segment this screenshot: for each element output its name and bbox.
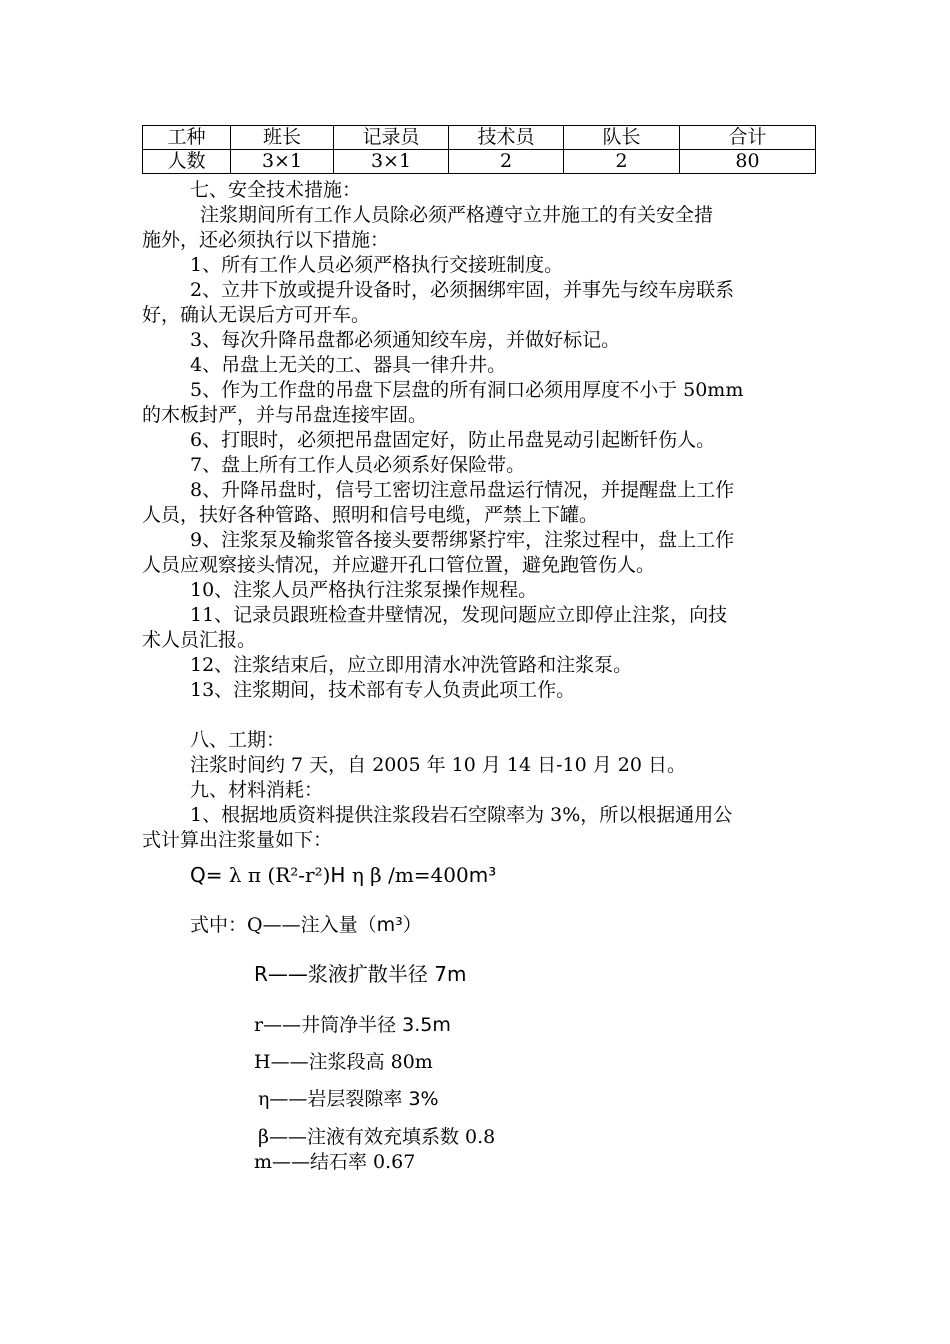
staffing-table [142,125,816,174]
list-item-continuation: 术人员汇报。 [142,629,257,651]
formula-part: H [330,863,346,887]
table-cell: 人数 [143,150,231,174]
list-item-continuation: 人员，扶好各种管路、照明和信号电缆，严禁上下罐。 [142,504,599,526]
list-item: 3、每次升降吊盘都必须通知绞车房，并做好标记。 [190,329,621,351]
list-item-continuation: 人员应观察接头情况，并应避开孔口管位置，避免跑管伤人。 [142,554,656,576]
table-cell: 3×1 [334,150,449,174]
definition-text: r——井筒净半径 [254,1014,403,1036]
formula-part: Q= [190,863,223,887]
section-heading: 九、材料消耗： [190,779,324,801]
paragraph-line: 施外，还必须执行以下措施： [142,229,390,251]
paragraph-line: 式计算出注浆量如下： [142,829,333,851]
paragraph-line: 注浆时间约 7 天，自 2005 年 10 月 14 日-10 月 20 日。 [190,754,687,776]
list-item: 4、吊盘上无关的工、器具一律升井。 [190,354,507,376]
formula-where-line [190,913,422,937]
list-item: 13、注浆期间，技术部有专人负责此项工作。 [190,679,576,701]
table-header-cell: 记录员 [334,126,449,150]
table-header-cell: 队长 [564,126,680,150]
variable-definition: m——结石率 0.67 [254,1151,416,1173]
definition-text: η——岩层裂隙率 [258,1088,409,1110]
formula-part: η β /m=400 [345,863,469,887]
list-item: 2、立井下放或提升设备时，必须捆绑牢固，并事先与绞车房联系 [190,279,735,301]
list-item-continuation: 的木板封严，并与吊盘连接牢固。 [142,404,428,426]
table-cell: 2 [449,150,564,174]
where-text: ） [402,914,422,936]
table-cell: 80 [680,150,816,174]
table-header-cell: 班长 [231,126,334,150]
list-item: 5、作为工作盘的吊盘下层盘的所有洞口必须用厚度不小于 50mm [190,379,744,401]
paragraph-line: 1、根据地质资料提供注浆段岩石空隙率为 3%，所以根据通用公 [190,804,733,826]
list-item: 7、盘上所有工作人员必须系好保险带。 [190,454,526,476]
table-header-cell: 合计 [680,126,816,150]
table-row [143,150,816,174]
list-item: 9、注浆泵及输浆管各接头要帮绑紧拧牢，注浆过程中，盘上工作 [190,529,735,551]
variable-definition [258,1125,495,1149]
definition-text: ——注液有效充填系数 0.8 [268,1126,496,1148]
definition-value: 3.5m [402,1014,451,1036]
list-item-continuation: 好，确认无误后方可开车。 [142,304,371,326]
table-header-row [143,126,816,150]
formula [190,863,496,887]
section-heading: 八、工期： [190,729,286,751]
section-heading: 七、安全技术措施： [190,179,362,201]
table-header-cell: 技术员 [449,126,564,150]
list-item: 10、注浆人员严格执行注浆泵操作规程。 [190,579,538,601]
list-item: 11、记录员跟班检查井壁情况，发现问题应立即停止注浆，向技 [190,604,728,626]
table-cell: 3×1 [231,150,334,174]
where-text: 式中：Q——注入量（ [190,914,377,936]
variable-definition [254,1013,451,1037]
list-item: 12、注浆结束后，应立即用清水冲洗管路和注浆泵。 [190,654,633,676]
paragraph-line: 注浆期间所有工作人员除必须严格遵守立井施工的有关安全措 [200,204,714,226]
formula-part: λ π (R²-r²) [222,863,331,887]
table-cell: 2 [564,150,680,174]
list-item: 8、升降吊盘时，信号工密切注意吊盘运行情况，并提醒盘上工作 [190,479,735,501]
formula-part: m³ [468,863,497,887]
table-header-cell: 工种 [143,126,231,150]
variable-definition: H——注浆段高 80m [254,1051,433,1073]
where-unit: m³ [376,914,403,936]
variable-definition: R——浆液扩散半径 7m [254,962,467,986]
list-item: 6、打眼时，必须把吊盘固定好，防止吊盘晃动引起断钎伤人。 [190,429,716,451]
definition-value: 3% [408,1088,439,1110]
definition-symbol: β [258,1126,269,1148]
list-item: 1、所有工作人员必须严格执行交接班制度。 [190,254,564,276]
variable-definition [258,1087,439,1111]
